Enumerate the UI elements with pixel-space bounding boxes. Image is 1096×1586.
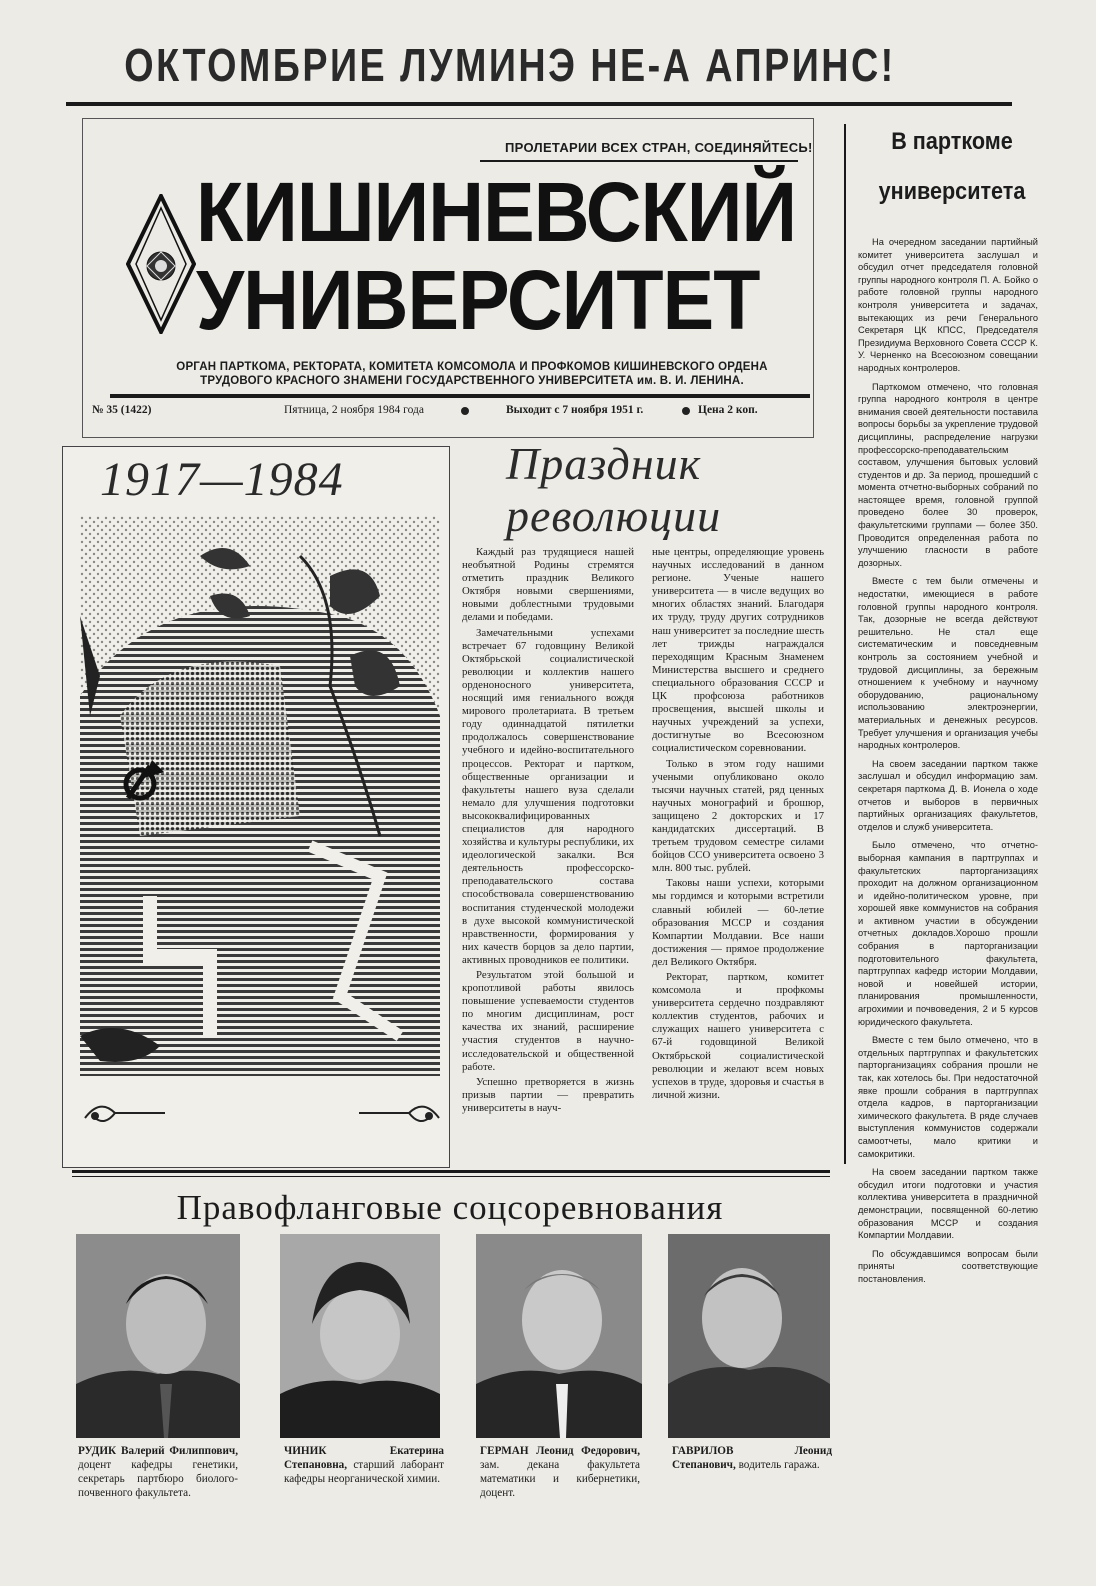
organ-line2: ТРУДОВОГО КРАСНОГО ЗНАМЕНИ ГОСУДАРСТВЕННОГО УНИВЕРСИТЕТА им. В. И. ЛЕНИНА. (200, 375, 744, 387)
sidebar-title-line1: В парткоме (891, 128, 1013, 155)
person-description: водитель гаража. (738, 1459, 820, 1471)
portrait-caption (480, 1444, 640, 1500)
sidebar-article (858, 236, 1038, 1292)
article-paragraph: Успешно претворяется в жизнь призыв партии — превратить университеты в науч- (462, 1075, 634, 1114)
masthead-bottom-rule (110, 394, 810, 398)
sidebar-paragraph: Вместе с тем были отмечены и недостатки, имеющиеся в работе головной группы народного контроля. Так, дозорные не всегда действуют решительно. Не стал еще систематическим и повседневным контроль за состоянием учебной и трудовой дисциплины, за бережным отношением к учебному и научному оборудованию, рациональному использованию электроэнергии, материальных и денежных ресурсов. Требует улучшения и организация учебы народных контролеров. (858, 576, 1038, 751)
university-badge-icon (126, 194, 196, 334)
person-name: РУДИК Валерий Филиппович, (78, 1445, 238, 1457)
portrait-caption (284, 1444, 444, 1486)
sidebar-divider (844, 124, 846, 1164)
sidebar-paragraph: Было отмечено, что отчетно-выборная кампания в партгруппах и факультетских парторганизациях проходит на должном организационном и идейно-политическом уровне, при хорошей явке коммунистов на собрания и активном участии в обсуждении отчетных докладов.Хорошо прошли собрания в парторганизации подготовительного факультета, партгруппах кафедр истории Молдавии, новой и новейшей истории, планирования промышленности, агрохимии и почвоведения, 2 и 5 курсов юридического факультета. (858, 840, 1038, 1027)
article-paragraph: Результатом этой большой и кропотливой работы явилось повышение успеваемости студентов по многим дисциплинам, рост качества их знаний, расширение участия студентов в научно-исследовательской и общественной работе. (462, 969, 634, 1073)
issue-price: Цена 2 коп. (698, 404, 758, 416)
sidebar-paragraph: Парткомом отмечено, что головная группа народного контроля в центре внимания своей деятельности поставила вопросы борьбы за укрепление трудовой дисциплины, распределение нагрузки профессорско-преподавательским составом, улучшения бытовых условий студентов и др. За период, прошедший с момента отчетно-выборных собраний по настоящее время, головной группой проведено более 30 проверок, факультетскими группами — более 350. Проводится определенная работа по улучшению гласности в работе дозорных. (858, 381, 1038, 568)
issue-date: Пятница, 2 ноября 1984 года (284, 404, 424, 416)
issue-number: № 35 (1422) (92, 404, 152, 416)
article-paragraph: Таковы наши успехи, которыми мы гордимся и которыми встретили славный юбилей — 60-летие образования МССР и создания Компартии Молдавии. Все наши достижения — прямое продолжение дел Великого Октября. (652, 877, 824, 968)
portrait-photo (280, 1234, 440, 1438)
illustration-years: 1917—1984 (100, 453, 344, 506)
portrait-photo (668, 1234, 830, 1438)
portrait-photo (476, 1234, 642, 1438)
organ-line1: ОРГАН ПАРТКОМА, РЕКТОРАТА, КОМИТЕТА КОМСОМОЛА И ПРОФКОМОВ КИШИНЕВСКОГО ОРДЕНА (176, 361, 768, 373)
article-paragraph: Только в этом году нашими учеными опубликовано около тысячи научных статей, ряд ценных научных монографий и брошюр, защищено 2 докторских и 17 кандидатских диссертаций. В третьем трудовом семестре силами бойцов ССО университета освоено 3 млн. 800 тыс. рублей. (652, 757, 824, 875)
revolution-illustration (80, 516, 440, 1076)
bullet-icon (461, 407, 469, 415)
person-name: ГАВРИЛОВ Леонид Степанович, (672, 1445, 832, 1471)
banner-rule (66, 102, 1012, 106)
portrait-caption (672, 1444, 832, 1472)
portrait-photo (76, 1234, 240, 1438)
masthead-title-line2: УНИВЕРСИТЕТ (196, 253, 760, 347)
article-paragraph: Каждый раз трудящиеся нашей необъятной Родины стремятся отметить праздник Великого Октября новыми свершениями, новыми доблестными трудовыми делами и победами. (462, 546, 634, 624)
article-headline-line1: Праздник (506, 438, 702, 489)
motto-rule (480, 160, 798, 162)
person-name: ЧИНИК Екатерина Степановна, (284, 1445, 444, 1471)
person-description: старший лаборант кафедры неорганической химии. (284, 1459, 444, 1485)
ornament-right-icon (354, 1098, 444, 1128)
ornament-left-icon (80, 1098, 170, 1128)
bullet-icon (682, 407, 690, 415)
section-title: Правофланговые соцсоревнования (176, 1188, 724, 1227)
sidebar-paragraph: Вместе с тем было отмечено, что в отдельных партгруппах и факультетских парторганизациях собрания прошли не так, как хотелось бы. При недостаточной явке прошли собрания в партгруппах отдела кадров, в парторганизации химического факультета. В ряде случаев выступления коммунистов содержали самоотчеты, мало критики и самокритики. (858, 1035, 1038, 1159)
section-rule (72, 1170, 830, 1173)
person-description: доцент кафедры генетики, секретарь партбюро биолого-почвенного факультета. (78, 1459, 238, 1499)
portrait-caption (78, 1444, 238, 1500)
article-paragraph: Замечательными успехами встречает 67 годовщину Великой Октябрьской социалистической революции и коллектив нашего орденоносного университета, носящий имя гениального вождя мирового пролетариата. В третьем году одиннадцатой пятилетки продолжалось совершенствование учебного и идейно-воспитательного процессов. Ректорат и партком, общественные организации и факультеты нашего вуза сделали немало для улучшения подготовки высококвалифицированных специалистов для народного хозяйства и культуры республики, их идеологической закалки. Вся деятельность профессорско-преподавательского состава способствовала совершенствованию воспитания студенческой молодежи в духе высокой коммунистической нравственности, формирования у них качеств борцов за дело партии, активных проводников ее политики. (462, 626, 634, 966)
article-paragraph: ные центры, определяющие уровень научных исследований в данном регионе. Ученые нашего университета — в числе ведущих во многих областях знаний. Благодаря их труду, труду других сотрудников наш университет за последние шесть лет трижды награждался переходящим Красным Знаменем Министерства высшего и среднего специального образования СССР и ЦК профсоюза работников просвещения, высшей школы и научных учреждений за успехи, достигнутые во Всесоюзном социалистическом соревновании. (652, 546, 824, 755)
article-column-1 (462, 546, 634, 1117)
person-description: зам. декана факультета математики и кибернетики, доцент. (480, 1459, 640, 1499)
sidebar-paragraph: На своем заседании партком также заслушал и обсудил информацию зам. секретаря парткома Д. В. Ионела о ходе отчетов и выборов в первичных партийных организациях факультетов, отделов и служб университета. (858, 758, 1038, 832)
banner-slogan: ОКТОМБРИЕ ЛУМИНЭ НЕ-А АПРИНС! (124, 39, 896, 91)
sidebar-paragraph: На очередном заседании партийный комитет университета заслушал и обсудил отчет председателя головной группы народного контроля П. А. Бойко о работе головной группы народного контроля университета и задачах, вытекающих из речи Генерального Секретаря ЦК КПСС, Председателя Президиума Верховного Совета СССР К. У. Черненко на Всесоюзном совещании народных контролеров. (858, 237, 1038, 373)
sidebar-title-line2: университета (878, 178, 1026, 205)
masthead-organ-text (172, 360, 772, 388)
section-rule-thin (72, 1176, 830, 1177)
masthead-title-line1: КИШИНЕВСКИЙ (196, 165, 797, 259)
article-paragraph: Ректорат, партком, комитет комсомола и профкомы университета сердечно поздравляют коллектив студентов, рабочих и служащих нашего университета с 67-й годовщиной Великой Октябрьской социалистической революции и желают всем новых успехов в труде, здоровья и счастья в личной жизни. (652, 971, 824, 1101)
article-headline-line2: революции (506, 490, 722, 541)
masthead-motto: ПРОЛЕТАРИИ ВСЕХ СТРАН, СОЕДИНЯЙТЕСЬ! (505, 140, 813, 155)
sidebar-paragraph: По обсуждавшимся вопросам были приняты соответствующие постановления. (858, 1248, 1038, 1284)
article-column-2 (652, 546, 824, 1104)
person-name: ГЕРМАН Леонид Федорович, (480, 1445, 640, 1457)
sidebar-paragraph: На своем заседании партком также обсудил итоги подготовки и участия коллектива университета в праздничной демонстрации, посвященной 60-летию образования МССР и создания Компартии Молдавии. (858, 1167, 1038, 1241)
issue-since: Выходит с 7 ноября 1951 г. (506, 404, 644, 416)
